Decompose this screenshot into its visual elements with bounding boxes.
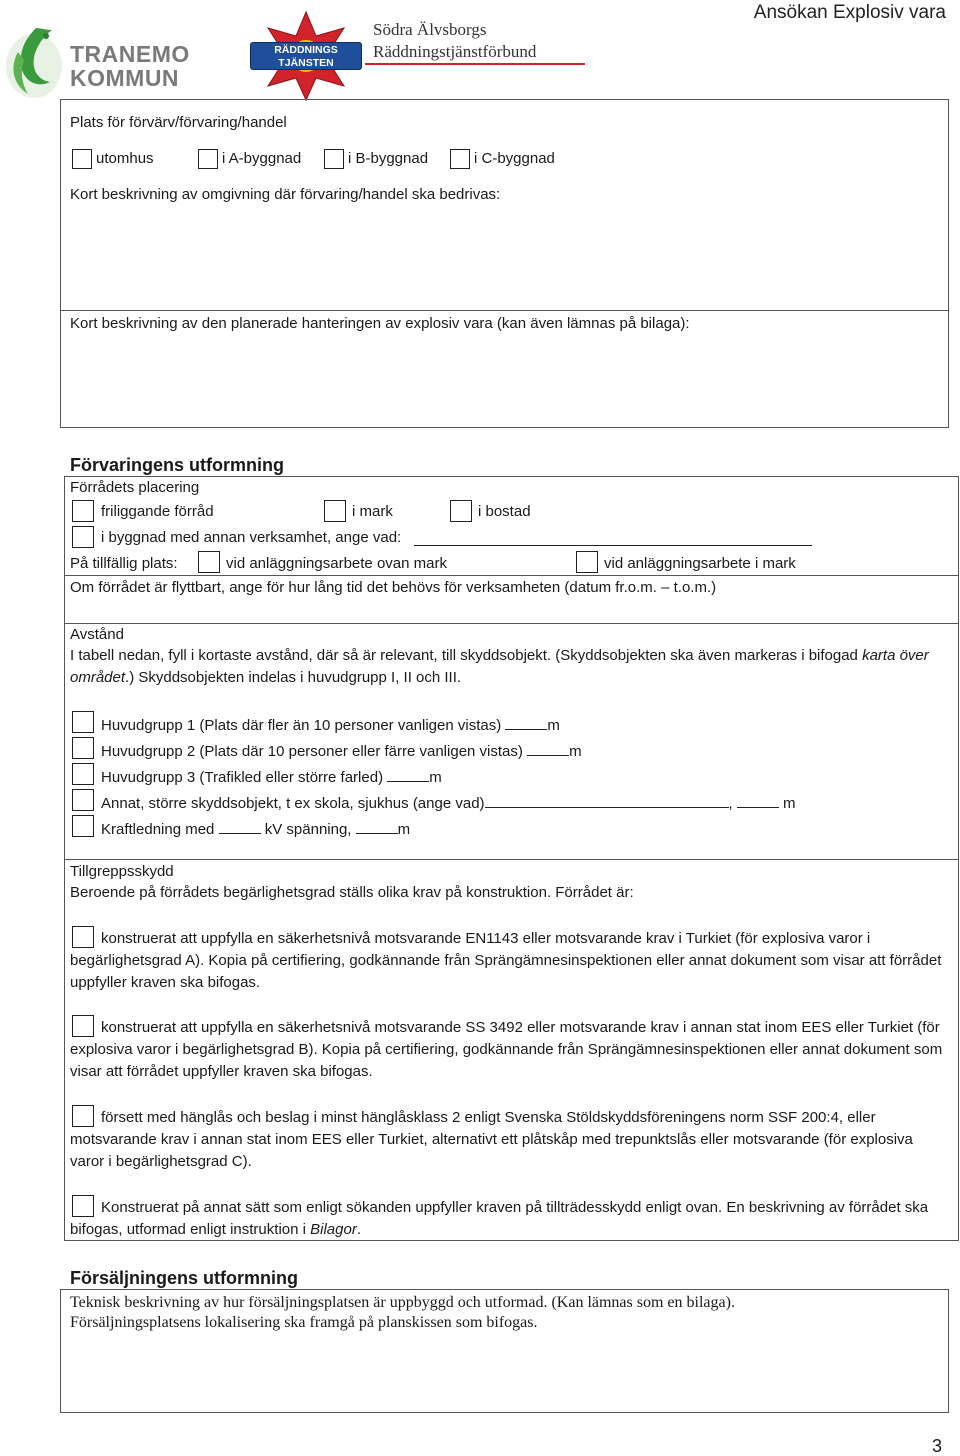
distance-intro-map: karta över området (70, 647, 929, 686)
power-line-distance-input[interactable] (356, 819, 398, 834)
option-temp-in-ground: vid anläggningsarbete i mark (604, 555, 796, 572)
storage-divider-1 (64, 575, 959, 576)
group-2-unit: m (569, 743, 582, 760)
checkbox-outdoors[interactable] (72, 149, 92, 169)
power-line-kv-label: kV spänning, (264, 821, 352, 838)
storage-heading: Förvaringens utformning (70, 455, 285, 475)
checkbox-a-building[interactable] (198, 149, 218, 169)
group-1-row (101, 715, 560, 735)
access-other-b: . (356, 1221, 361, 1238)
checkbox-power-line[interactable] (72, 815, 94, 837)
group-3-row (101, 767, 442, 787)
power-line-label: Kraftledning med (101, 821, 215, 838)
movable-period-input[interactable] (66, 600, 954, 622)
rtj-banner-line1: RÄDDNINGS (274, 44, 338, 56)
sales-text (70, 1293, 735, 1333)
checkbox-other-building[interactable] (72, 526, 94, 548)
checkbox-temp-above-ground[interactable] (198, 551, 220, 573)
handling-textarea[interactable] (66, 337, 944, 423)
sales-heading: Försäljningens utformning (70, 1268, 298, 1288)
environment-label: Kort beskrivning av omgivning där förvaring/handel ska bedrivas: (70, 186, 501, 203)
group-3-unit: m (429, 769, 442, 786)
access-title: Tillgreppsskydd (70, 863, 174, 880)
rtj-banner-line2: TJÄNSTEN (278, 57, 334, 69)
tranemo-wordmark (70, 42, 190, 90)
checkbox-in-home[interactable] (450, 500, 472, 522)
option-other-building: i byggnad med annan verksamhet, ange vad: (101, 529, 402, 546)
movable-label: Om förrådet är flyttbart, ange för hur lång tid det behövs för verksamheten (datum fr.o.m. – t.o.m.) (70, 579, 717, 596)
access-other-attachments: Bilagor (310, 1221, 357, 1238)
option-in-ground: i mark (352, 503, 393, 520)
storage-divider-3 (64, 859, 959, 860)
checkbox-group-3[interactable] (72, 763, 94, 785)
group-1-unit: m (547, 717, 560, 734)
group-2-label: Huvudgrupp 2 (Plats där 10 personer eller färre vanligen vistas) (101, 743, 523, 760)
checkbox-c-building[interactable] (450, 149, 470, 169)
org-line1: Södra Älvsborgs (373, 20, 487, 39)
tranemo-emblem-icon (4, 22, 68, 100)
distance-intro-a: I tabell nedan, fyll i kortaste avstånd, där så är relevant, till skyddsobjekt. (Skyddsobjekten ska även markeras i bifogad (70, 647, 863, 664)
option-temp-above-ground: vid anläggningsarbete ovan mark (226, 555, 447, 572)
sales-line-2: Försäljningsplatsens lokalisering ska framgå på planskissen som bifogas. (70, 1314, 538, 1331)
distance-intro (70, 645, 950, 689)
group-2-row (101, 741, 582, 761)
access-intro: Beroende på förrådets begärlighetsgrad ställs olika krav på konstruktion. Förrådet är: (70, 884, 634, 901)
group-3-distance-input[interactable] (387, 767, 429, 782)
environment-textarea[interactable] (66, 208, 944, 306)
group-1-label: Huvudgrupp 1 (Plats där fler än 10 personer vanligen vistas) (101, 717, 502, 734)
tranemo-logo (4, 22, 190, 102)
sales-line-1: Teknisk beskrivning av hur försäljningsplatsen är uppbyggd och utformad. (Kan lämnas som en bilaga). (70, 1294, 735, 1311)
option-in-home: i bostad (478, 503, 531, 520)
org-name (373, 19, 536, 63)
option-b-building: i B-byggnad (348, 150, 429, 167)
checkbox-temp-in-ground[interactable] (576, 551, 598, 573)
document-title: Ansökan Explosiv vara (753, 2, 946, 23)
tranemo-line2: KOMMUN (70, 65, 180, 91)
group-1-distance-input[interactable] (505, 715, 547, 730)
group-2-distance-input[interactable] (527, 741, 569, 756)
other-object-row (101, 793, 796, 813)
checkbox-group-1[interactable] (72, 711, 94, 733)
distance-title: Avstånd (70, 626, 124, 643)
org-line2: Räddningstjänstförbund (373, 42, 537, 61)
checkbox-b-building[interactable] (324, 149, 344, 169)
power-line-kv-input[interactable] (219, 819, 261, 834)
access-class-b-text: konstruerat att uppfylla en säkerhetsnivå motsvarande SS 3492 eller motsvarande krav i annan stat inom EES eller Turkiet (för explosiva varor i begärlighetsgrad B). Kopia på certifiering, godkännande från Sprängämnesinspektionen eller annat dokument som visar att förrådet uppfyller kraven ska bifogas. (70, 1019, 943, 1080)
power-line-row (101, 819, 410, 839)
place-divider (60, 310, 949, 311)
other-object-input[interactable] (485, 793, 729, 808)
placement-label: Förrådets placering (70, 479, 200, 496)
other-building-input[interactable] (414, 545, 812, 546)
org-underline (365, 63, 585, 65)
sales-textarea[interactable] (66, 1336, 944, 1408)
option-c-building: i C-byggnad (474, 150, 555, 167)
access-class-c-text: försett med hänglås och beslag i minst hänglåsklass 2 enligt Svenska Stöldskyddsföreningens norm SSF 200:4, eller motsvarande krav i annan stat inom EES eller Turkiet, alternativt ett plåtskåp med trepunktslås eller motsvarande (för explosiva varor i begärlighetsgrad C). (70, 1109, 913, 1170)
power-line-unit: m (397, 821, 411, 838)
rtj-banner (250, 42, 362, 70)
distance-intro-b: .) Skyddsobjekten indelas i huvudgrupp I, II och III. (125, 669, 462, 686)
option-a-building: i A-byggnad (222, 150, 302, 167)
checkbox-in-ground[interactable] (324, 500, 346, 522)
handling-label: Kort beskrivning av den planerade hanteringen av explosiv vara (kan även lämnas på bilaga): (70, 315, 690, 332)
temporary-place-label: På tillfällig plats: (70, 555, 178, 572)
access-other-a: Konstruerat på annat sätt som enligt sökanden uppfyller kraven på tillträdesskydd enligt ovan. En beskrivning av förrådet ska bifogas, utformad enligt instruktion i (70, 1199, 929, 1238)
access-class-a-text: konstruerat att uppfylla en säkerhetsnivå motsvarande EN1143 eller motsvarande krav i Turkiet (för explosiva varor i begärlighetsgrad A). Kopia på certifiering, godkännande från Sprängämnesinspektionen eller annat dokument som visar att förrådet uppfyller kraven ska bifogas. (70, 930, 942, 991)
checkbox-group-2[interactable] (72, 737, 94, 759)
checkbox-detached-storage[interactable] (72, 500, 94, 522)
tranemo-line1: TRANEMO (70, 41, 190, 67)
storage-divider-2 (64, 623, 959, 624)
access-other-text (70, 1197, 950, 1241)
option-detached-storage: friliggande förråd (101, 503, 214, 520)
rtj-badge (248, 10, 364, 102)
checkbox-other-object[interactable] (72, 789, 94, 811)
other-object-comma: , (728, 795, 733, 812)
page-number: 3 (932, 1436, 943, 1456)
group-3-label: Huvudgrupp 3 (Trafikled eller större farled) (101, 769, 384, 786)
other-object-distance-input[interactable] (737, 793, 779, 808)
other-object-label: Annat, större skyddsobjekt, t ex skola, sjukhus (ange vad) (101, 795, 485, 812)
other-object-unit: m (783, 795, 796, 812)
place-label: Plats för förvärv/förvaring/handel (70, 114, 287, 131)
option-outdoors: utomhus (96, 150, 154, 167)
